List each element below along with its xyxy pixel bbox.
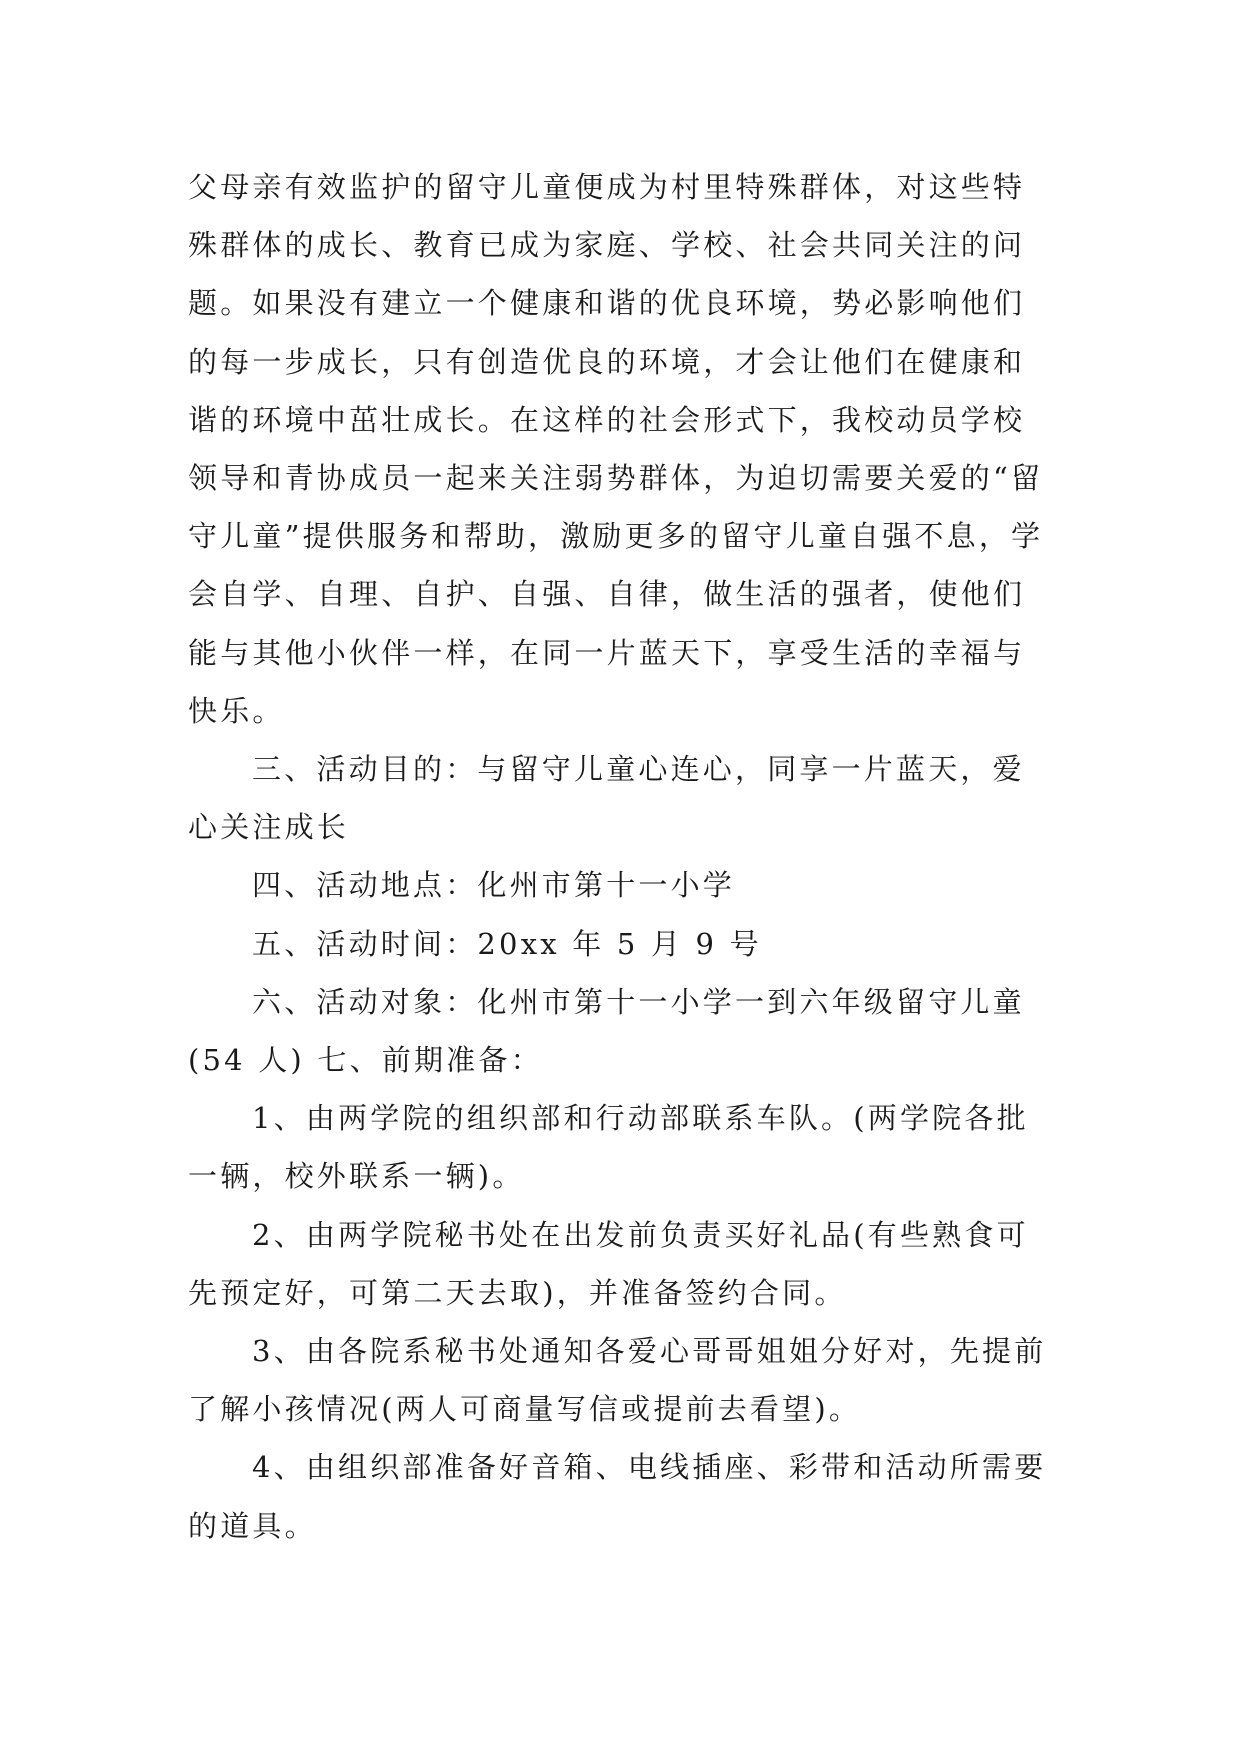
paragraph-prep-item-4: 4、由组织部准备好音箱、电线插座、彩带和活动所需要的道具。: [188, 1450, 1047, 1543]
paragraph-activity-location: 四、活动地点：化州市第十一小学: [252, 868, 736, 903]
document-body: [188, 158, 1053, 1555]
paragraph-activity-target: 六、活动对象：化州市第十一小学一到六年级留守儿童(54 人) 七、前期准备：: [188, 984, 1025, 1078]
paragraph-prep-item-2: 2、由两学院秘书处在出发前负责买好礼品(有些熟食可先预定好，可第二天去取)，并准备签约合同。: [188, 1217, 1029, 1310]
paragraph-prep-item-1: 1、由两学院的组织部和行动部联系车队。(两学院各批一辆，校外联系一辆)。: [188, 1101, 1029, 1194]
paragraph-activity-time: 五、活动时间：20xx 年 5 月 9 号: [252, 926, 762, 961]
paragraph-prep-item-3: 3、由各院系秘书处通知各爱心哥哥姐姐分好对，先提前了解小孩情况(两人可商量写信或提前去看望)。: [188, 1334, 1047, 1427]
paragraph-activity-purpose: 三、活动目的：与留守儿童心连心，同享一片蓝天，爱心关注成长: [188, 752, 1025, 845]
paragraph-background: 父母亲有效监护的留守儿童便成为村里特殊群体，对这些特殊群体的成长、教育已成为家庭、学校、社会共同关注的问题。如果没有建立一个健康和谐的优良环境，势必影响他们的每一步成长，只有创造优良的环境，才会让他们在健康和谐的环境中茁壮成长。在这样的社会形式下，我校动员学校领导和青协成员一起来关注弱势群体，为迫切需要关爱的“留守儿童”提供服务和帮助，激励更多的留守儿童自强不息，学会自学、自理、自护、自强、自律，做生活的强者，使他们能与其他小伙伴一样，在同一片蓝天下，享受生活的幸福与快乐。: [188, 170, 1044, 728]
